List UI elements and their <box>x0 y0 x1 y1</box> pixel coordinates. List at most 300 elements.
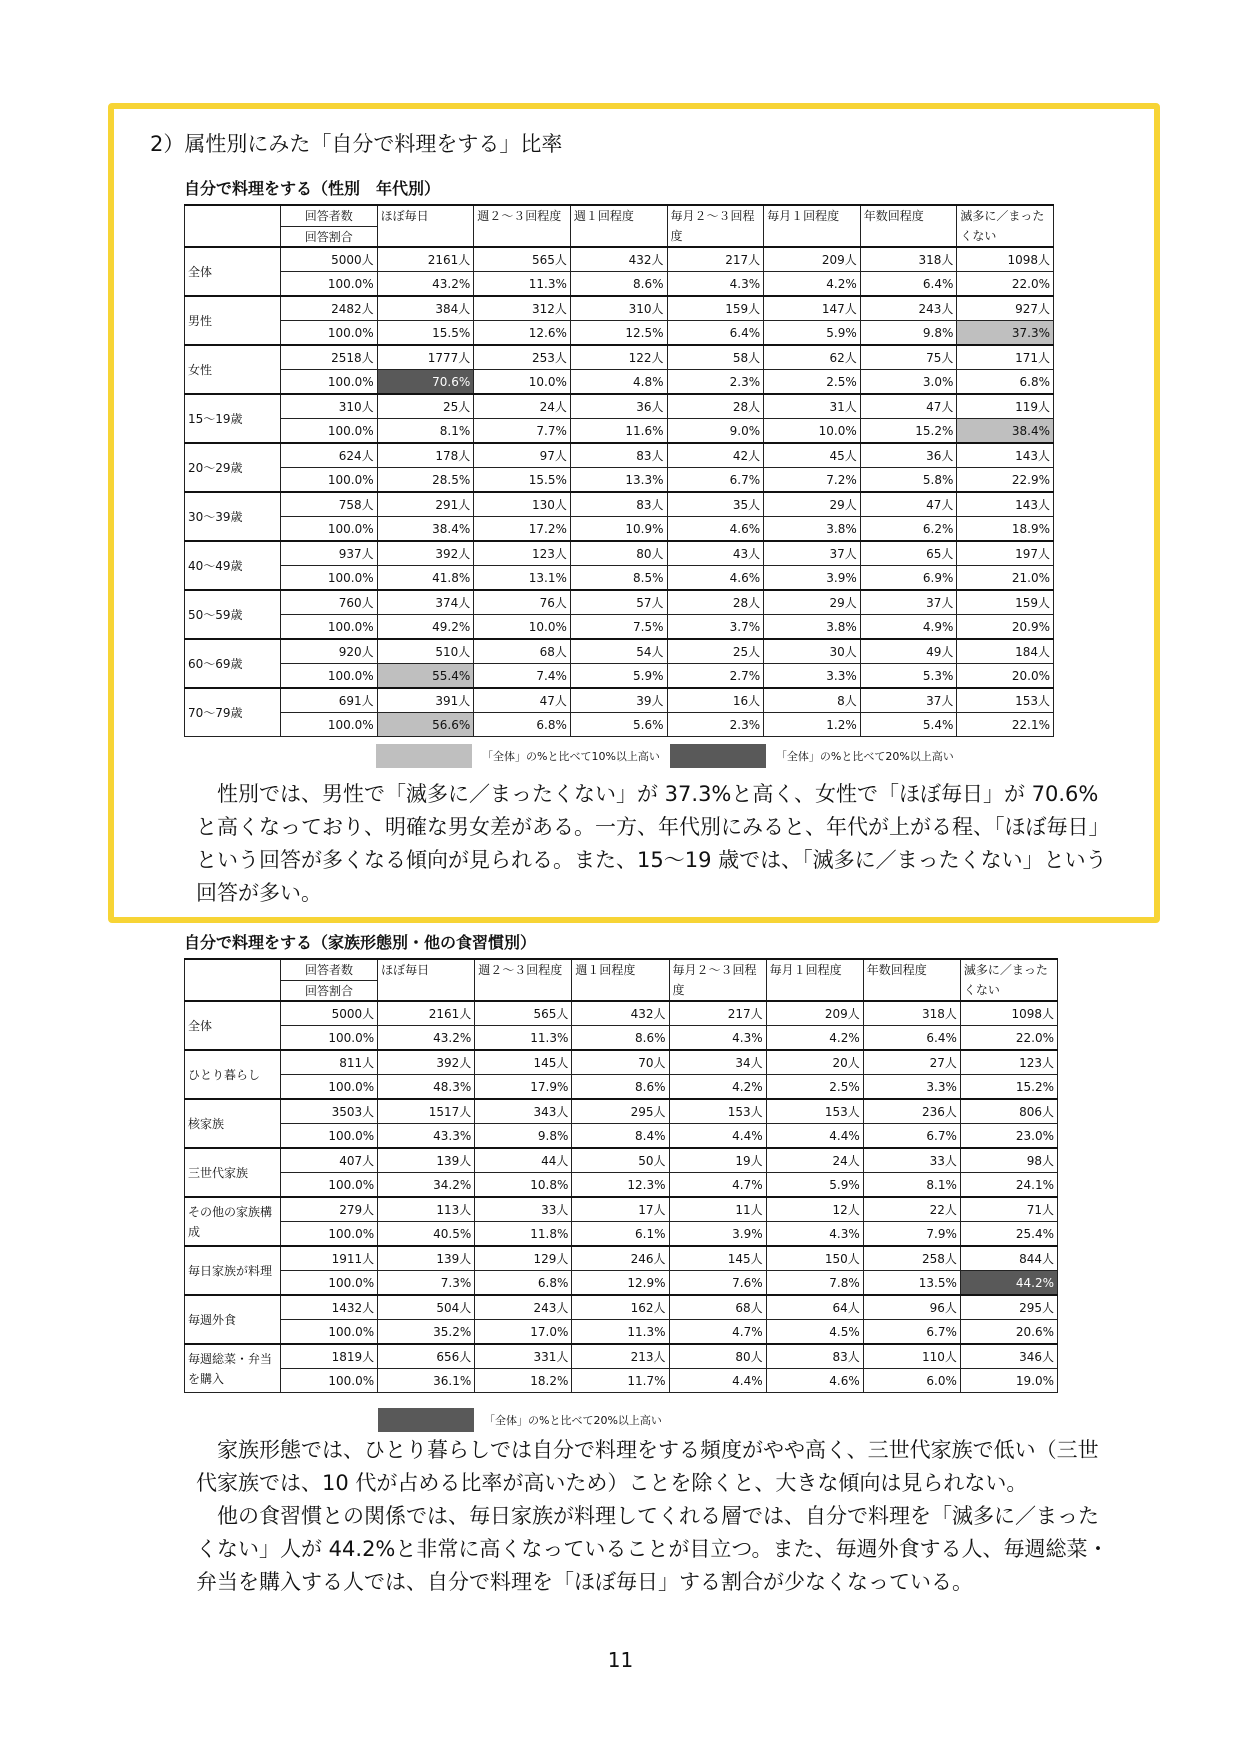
ratio-cell: 100.0% <box>281 370 378 395</box>
ratio-cell: 100.0% <box>281 419 378 444</box>
table-row-ratio <box>185 1369 1058 1393</box>
count-cell: 937人 <box>281 541 378 566</box>
count-cell: 17人 <box>572 1197 669 1222</box>
ratio-cell: 100.0% <box>281 615 378 640</box>
ratio-cell: 10.8% <box>475 1173 572 1198</box>
column-header: 週１回程度 <box>572 959 669 1001</box>
count-cell: 19人 <box>669 1148 766 1173</box>
count-cell: 159人 <box>667 296 764 321</box>
count-cell: 27人 <box>863 1050 960 1075</box>
ratio-cell: 6.8% <box>474 713 571 737</box>
ratio-cell: 43.3% <box>378 1124 475 1149</box>
count-cell: 44人 <box>475 1148 572 1173</box>
count-cell: 49人 <box>860 639 957 664</box>
ratio-cell: 38.4% <box>377 517 474 542</box>
paragraph-family-habits <box>196 1434 1116 1599</box>
ratio-cell: 2.5% <box>766 1075 863 1100</box>
row-label: 男性 <box>185 296 281 345</box>
ratio-cell: 4.2% <box>764 272 861 297</box>
ratio-cell: 7.3% <box>378 1271 475 1296</box>
count-cell: 927人 <box>957 296 1054 321</box>
count-cell: 28人 <box>667 394 764 419</box>
ratio-cell: 17.2% <box>474 517 571 542</box>
table-row-count <box>185 688 1054 713</box>
ratio-cell: 6.8% <box>475 1271 572 1296</box>
row-label: 15～19歳 <box>185 394 281 443</box>
header-corner <box>185 959 281 1001</box>
count-cell: 209人 <box>764 247 861 272</box>
ratio-cell: 22.0% <box>960 1026 1057 1051</box>
count-cell: 162人 <box>572 1295 669 1320</box>
table-row-count <box>185 443 1054 468</box>
table-row-ratio <box>185 272 1054 297</box>
ratio-cell: 5.9% <box>570 664 667 689</box>
ratio-cell: 10.9% <box>570 517 667 542</box>
count-cell: 384人 <box>377 296 474 321</box>
row-label: 50～59歳 <box>185 590 281 639</box>
count-cell: 123人 <box>960 1050 1057 1075</box>
count-cell: 291人 <box>377 492 474 517</box>
count-cell: 123人 <box>474 541 571 566</box>
count-cell: 432人 <box>572 1001 669 1026</box>
row-label: 毎日家族が料理 <box>185 1246 281 1295</box>
count-cell: 331人 <box>475 1344 572 1369</box>
count-cell: 391人 <box>377 688 474 713</box>
ratio-cell: 5.4% <box>860 713 957 737</box>
ratio-cell: 8.1% <box>863 1173 960 1198</box>
count-cell: 97人 <box>474 443 571 468</box>
ratio-cell: 7.7% <box>474 419 571 444</box>
ratio-cell: 13.3% <box>570 468 667 493</box>
count-cell: 8人 <box>764 688 861 713</box>
ratio-cell: 20.6% <box>960 1320 1057 1345</box>
ratio-cell: 3.8% <box>764 615 861 640</box>
row-label: 70～79歳 <box>185 688 281 737</box>
table-row-ratio <box>185 713 1054 737</box>
ratio-cell: 8.6% <box>570 272 667 297</box>
ratio-cell: 6.4% <box>860 272 957 297</box>
ratio-cell: 5.6% <box>570 713 667 737</box>
column-header: 週２～３回程度 <box>475 959 572 1001</box>
ratio-cell: 100.0% <box>281 1124 378 1149</box>
table-row-ratio <box>185 1173 1058 1198</box>
count-cell: 153人 <box>957 688 1054 713</box>
legend-swatch-dark <box>670 744 766 768</box>
count-cell: 1432人 <box>281 1295 378 1320</box>
count-cell: 760人 <box>281 590 378 615</box>
ratio-cell: 7.9% <box>863 1222 960 1247</box>
ratio-cell: 22.0% <box>957 272 1054 297</box>
count-cell: 310人 <box>281 394 378 419</box>
table-row-ratio <box>185 1271 1058 1296</box>
ratio-cell: 7.4% <box>474 664 571 689</box>
table-row-count <box>185 1197 1058 1222</box>
count-cell: 510人 <box>377 639 474 664</box>
ratio-cell: 4.6% <box>766 1369 863 1393</box>
count-cell: 145人 <box>475 1050 572 1075</box>
legend-table2 <box>378 1408 662 1432</box>
count-cell: 811人 <box>281 1050 378 1075</box>
ratio-cell: 4.7% <box>669 1173 766 1198</box>
ratio-cell: 34.2% <box>378 1173 475 1198</box>
ratio-cell: 100.0% <box>281 1222 378 1247</box>
count-cell: 217人 <box>667 247 764 272</box>
table-row-count <box>185 639 1054 664</box>
ratio-cell: 6.0% <box>863 1369 960 1393</box>
count-cell: 80人 <box>669 1344 766 1369</box>
row-label: 毎週外食 <box>185 1295 281 1344</box>
table1-title: 自分で料理をする（性別 年代別） <box>184 179 441 198</box>
column-header: ほぼ毎日 <box>377 205 474 247</box>
header-count: 回答者数 <box>281 959 378 980</box>
count-cell: 139人 <box>378 1148 475 1173</box>
table-row-ratio <box>185 517 1054 542</box>
ratio-cell: 19.0% <box>960 1369 1057 1393</box>
count-cell: 184人 <box>957 639 1054 664</box>
ratio-cell: 48.3% <box>378 1075 475 1100</box>
ratio-cell: 11.3% <box>475 1026 572 1051</box>
ratio-cell: 13.1% <box>474 566 571 591</box>
highlighted-ratio-cell: 70.6% <box>377 370 474 395</box>
table-family-habits <box>184 958 1058 1393</box>
count-cell: 36人 <box>860 443 957 468</box>
ratio-cell: 6.2% <box>860 517 957 542</box>
count-cell: 39人 <box>570 688 667 713</box>
count-cell: 25人 <box>377 394 474 419</box>
count-cell: 16人 <box>667 688 764 713</box>
row-label: 女性 <box>185 345 281 394</box>
ratio-cell: 13.5% <box>863 1271 960 1296</box>
highlighted-ratio-cell: 44.2% <box>960 1271 1057 1296</box>
highlighted-ratio-cell: 56.6% <box>377 713 474 737</box>
ratio-cell: 28.5% <box>377 468 474 493</box>
column-header: 毎月２～３回程度 <box>669 959 766 1001</box>
count-cell: 68人 <box>474 639 571 664</box>
ratio-cell: 6.4% <box>863 1026 960 1051</box>
table-row-count <box>185 590 1054 615</box>
count-cell: 143人 <box>957 443 1054 468</box>
legend-swatch-light <box>376 744 472 768</box>
ratio-cell: 4.8% <box>570 370 667 395</box>
count-cell: 243人 <box>475 1295 572 1320</box>
ratio-cell: 12.9% <box>572 1271 669 1296</box>
ratio-cell: 100.0% <box>281 1320 378 1345</box>
column-header: 毎月２～３回程度 <box>667 205 764 247</box>
count-cell: 2161人 <box>378 1001 475 1026</box>
count-cell: 43人 <box>667 541 764 566</box>
ratio-cell: 12.6% <box>474 321 571 346</box>
ratio-cell: 22.9% <box>957 468 1054 493</box>
ratio-cell: 100.0% <box>281 664 378 689</box>
count-cell: 312人 <box>474 296 571 321</box>
count-cell: 1098人 <box>960 1001 1057 1026</box>
header-corner <box>185 205 281 247</box>
count-cell: 30人 <box>764 639 861 664</box>
table2-title: 自分で料理をする（家族形態別・他の食習慣別） <box>184 933 537 952</box>
highlighted-ratio-cell: 55.4% <box>377 664 474 689</box>
ratio-cell: 11.3% <box>474 272 571 297</box>
ratio-cell: 100.0% <box>281 1075 378 1100</box>
ratio-cell: 11.8% <box>475 1222 572 1247</box>
ratio-cell: 100.0% <box>281 468 378 493</box>
count-cell: 2482人 <box>281 296 378 321</box>
count-cell: 145人 <box>669 1246 766 1271</box>
ratio-cell: 6.7% <box>863 1320 960 1345</box>
ratio-cell: 15.2% <box>860 419 957 444</box>
count-cell: 295人 <box>572 1099 669 1124</box>
count-cell: 407人 <box>281 1148 378 1173</box>
ratio-cell: 5.3% <box>860 664 957 689</box>
count-cell: 504人 <box>378 1295 475 1320</box>
count-cell: 37人 <box>764 541 861 566</box>
count-cell: 83人 <box>570 492 667 517</box>
table-row-count <box>185 1099 1058 1124</box>
count-cell: 246人 <box>572 1246 669 1271</box>
legend-label-dark: 「全体」の%と比べて20%以上高い <box>775 750 954 763</box>
ratio-cell: 17.0% <box>475 1320 572 1345</box>
table-row-count <box>185 1246 1058 1271</box>
ratio-cell: 8.6% <box>572 1026 669 1051</box>
count-cell: 150人 <box>766 1246 863 1271</box>
count-cell: 71人 <box>960 1197 1057 1222</box>
count-cell: 50人 <box>572 1148 669 1173</box>
paragraph-text: 他の食習慣との関係では、毎日家族が料理してくれる層では、自分で料理を「滅多に／まったくない」人が 44.2%と非常に高くなっていることが目立つ。また、毎週外食する人、毎週総菜・弁当を購入する人では、自分で料理を「ほぼ毎日」する割合が少なくなっている。 <box>196 1504 1109 1594</box>
count-cell: 129人 <box>475 1246 572 1271</box>
count-cell: 54人 <box>570 639 667 664</box>
count-cell: 11人 <box>669 1197 766 1222</box>
count-cell: 343人 <box>475 1099 572 1124</box>
count-cell: 806人 <box>960 1099 1057 1124</box>
table-row-ratio <box>185 664 1054 689</box>
row-label: 全体 <box>185 247 281 296</box>
count-cell: 35人 <box>667 492 764 517</box>
count-cell: 83人 <box>766 1344 863 1369</box>
ratio-cell: 23.0% <box>960 1124 1057 1149</box>
count-cell: 34人 <box>669 1050 766 1075</box>
ratio-cell: 17.9% <box>475 1075 572 1100</box>
ratio-cell: 5.8% <box>860 468 957 493</box>
table-row-ratio <box>185 566 1054 591</box>
paragraph-gender-age <box>196 778 1116 910</box>
ratio-cell: 3.3% <box>764 664 861 689</box>
count-cell: 1777人 <box>377 345 474 370</box>
ratio-cell: 4.3% <box>667 272 764 297</box>
count-cell: 153人 <box>766 1099 863 1124</box>
ratio-cell: 1.2% <box>764 713 861 737</box>
count-cell: 432人 <box>570 247 667 272</box>
table-row-count <box>185 394 1054 419</box>
ratio-cell: 6.9% <box>860 566 957 591</box>
count-cell: 62人 <box>764 345 861 370</box>
ratio-cell: 11.7% <box>572 1369 669 1393</box>
count-cell: 346人 <box>960 1344 1057 1369</box>
count-cell: 37人 <box>860 590 957 615</box>
count-cell: 153人 <box>669 1099 766 1124</box>
ratio-cell: 10.0% <box>764 419 861 444</box>
table-row-count <box>185 541 1054 566</box>
ratio-cell: 3.7% <box>667 615 764 640</box>
highlighted-ratio-cell: 37.3% <box>957 321 1054 346</box>
count-cell: 178人 <box>377 443 474 468</box>
ratio-cell: 4.5% <box>766 1320 863 1345</box>
table-row-count <box>185 247 1054 272</box>
ratio-cell: 4.4% <box>669 1124 766 1149</box>
count-cell: 197人 <box>957 541 1054 566</box>
table-row-count <box>185 1344 1058 1369</box>
ratio-cell: 100.0% <box>281 517 378 542</box>
ratio-cell: 6.1% <box>572 1222 669 1247</box>
ratio-cell: 41.8% <box>377 566 474 591</box>
row-label: 60～69歳 <box>185 639 281 688</box>
row-label: 全体 <box>185 1001 281 1050</box>
ratio-cell: 15.5% <box>377 321 474 346</box>
ratio-cell: 5.9% <box>766 1173 863 1198</box>
row-label: 30～39歳 <box>185 492 281 541</box>
count-cell: 392人 <box>377 541 474 566</box>
count-cell: 143人 <box>957 492 1054 517</box>
page-number: 11 <box>607 1648 634 1672</box>
count-cell: 5000人 <box>281 247 378 272</box>
table-row-ratio <box>185 1320 1058 1345</box>
ratio-cell: 7.5% <box>570 615 667 640</box>
count-cell: 2518人 <box>281 345 378 370</box>
count-cell: 29人 <box>764 492 861 517</box>
ratio-cell: 5.9% <box>764 321 861 346</box>
count-cell: 758人 <box>281 492 378 517</box>
table-row-ratio <box>185 321 1054 346</box>
table-row-count <box>185 1295 1058 1320</box>
ratio-cell: 24.1% <box>960 1173 1057 1198</box>
ratio-cell: 36.1% <box>378 1369 475 1393</box>
header-count: 回答者数 <box>281 205 378 226</box>
ratio-cell: 100.0% <box>281 566 378 591</box>
count-cell: 217人 <box>669 1001 766 1026</box>
ratio-cell: 18.2% <box>475 1369 572 1393</box>
count-cell: 25人 <box>667 639 764 664</box>
count-cell: 36人 <box>570 394 667 419</box>
row-label: ひとり暮らし <box>185 1050 281 1099</box>
ratio-cell: 20.0% <box>957 664 1054 689</box>
count-cell: 64人 <box>766 1295 863 1320</box>
ratio-cell: 4.9% <box>860 615 957 640</box>
count-cell: 5000人 <box>281 1001 378 1026</box>
ratio-cell: 4.2% <box>766 1026 863 1051</box>
ratio-cell: 21.0% <box>957 566 1054 591</box>
count-cell: 47人 <box>860 394 957 419</box>
ratio-cell: 4.2% <box>669 1075 766 1100</box>
ratio-cell: 100.0% <box>281 1026 378 1051</box>
ratio-cell: 9.8% <box>475 1124 572 1149</box>
table-row-ratio <box>185 615 1054 640</box>
count-cell: 33人 <box>863 1148 960 1173</box>
ratio-cell: 11.3% <box>572 1320 669 1345</box>
count-cell: 565人 <box>475 1001 572 1026</box>
count-cell: 2161人 <box>377 247 474 272</box>
count-cell: 130人 <box>474 492 571 517</box>
column-header: ほぼ毎日 <box>378 959 475 1001</box>
table-row-count <box>185 296 1054 321</box>
count-cell: 691人 <box>281 688 378 713</box>
count-cell: 31人 <box>764 394 861 419</box>
ratio-cell: 100.0% <box>281 1173 378 1198</box>
count-cell: 1911人 <box>281 1246 378 1271</box>
ratio-cell: 8.1% <box>377 419 474 444</box>
table-row-ratio <box>185 1075 1058 1100</box>
ratio-cell: 4.4% <box>669 1369 766 1393</box>
count-cell: 113人 <box>378 1197 475 1222</box>
ratio-cell: 8.6% <box>572 1075 669 1100</box>
count-cell: 159人 <box>957 590 1054 615</box>
count-cell: 22人 <box>863 1197 960 1222</box>
count-cell: 1517人 <box>378 1099 475 1124</box>
ratio-cell: 25.4% <box>960 1222 1057 1247</box>
table-row-ratio <box>185 1026 1058 1051</box>
count-cell: 80人 <box>570 541 667 566</box>
count-cell: 374人 <box>377 590 474 615</box>
ratio-cell: 100.0% <box>281 713 378 737</box>
count-cell: 392人 <box>378 1050 475 1075</box>
column-header: 週２～３回程度 <box>474 205 571 247</box>
count-cell: 656人 <box>378 1344 475 1369</box>
ratio-cell: 2.3% <box>667 370 764 395</box>
count-cell: 318人 <box>860 247 957 272</box>
count-cell: 295人 <box>960 1295 1057 1320</box>
count-cell: 253人 <box>474 345 571 370</box>
table-row-count <box>185 492 1054 517</box>
count-cell: 83人 <box>570 443 667 468</box>
table-gender-age <box>184 204 1054 737</box>
count-cell: 209人 <box>766 1001 863 1026</box>
paragraph-text: 家族形態では、ひとり暮らしでは自分で料理をする頻度がやや高く、三世代家族で低い（三世代家族では、10 代が占める比率が高いため）ことを除くと、大きな傾向は見られない。 <box>196 1438 1099 1495</box>
ratio-cell: 35.2% <box>378 1320 475 1345</box>
count-cell: 24人 <box>766 1148 863 1173</box>
ratio-cell: 9.0% <box>667 419 764 444</box>
ratio-cell: 2.3% <box>667 713 764 737</box>
ratio-cell: 40.5% <box>378 1222 475 1247</box>
header-ratio: 回答割合 <box>281 980 378 1001</box>
count-cell: 213人 <box>572 1344 669 1369</box>
count-cell: 920人 <box>281 639 378 664</box>
column-header: 年数回程度 <box>863 959 960 1001</box>
count-cell: 98人 <box>960 1148 1057 1173</box>
ratio-cell: 43.2% <box>377 272 474 297</box>
ratio-cell: 100.0% <box>281 1271 378 1296</box>
ratio-cell: 3.9% <box>669 1222 766 1247</box>
row-label: 毎週総菜・弁当を購入 <box>185 1344 281 1393</box>
count-cell: 47人 <box>860 492 957 517</box>
count-cell: 29人 <box>764 590 861 615</box>
count-cell: 122人 <box>570 345 667 370</box>
column-header: 毎月１回程度 <box>766 959 863 1001</box>
section-title: 2）属性別にみた「自分で料理をする」比率 <box>150 132 563 156</box>
ratio-cell: 6.4% <box>667 321 764 346</box>
table-row-ratio <box>185 468 1054 493</box>
count-cell: 58人 <box>667 345 764 370</box>
count-cell: 119人 <box>957 394 1054 419</box>
count-cell: 33人 <box>475 1197 572 1222</box>
ratio-cell: 7.6% <box>669 1271 766 1296</box>
ratio-cell: 43.2% <box>378 1026 475 1051</box>
count-cell: 147人 <box>764 296 861 321</box>
legend-swatch-dark <box>378 1408 474 1432</box>
count-cell: 110人 <box>863 1344 960 1369</box>
ratio-cell: 15.5% <box>474 468 571 493</box>
count-cell: 12人 <box>766 1197 863 1222</box>
count-cell: 68人 <box>669 1295 766 1320</box>
table-row-ratio <box>185 1124 1058 1149</box>
row-label: 三世代家族 <box>185 1148 281 1197</box>
column-header: 年数回程度 <box>860 205 957 247</box>
